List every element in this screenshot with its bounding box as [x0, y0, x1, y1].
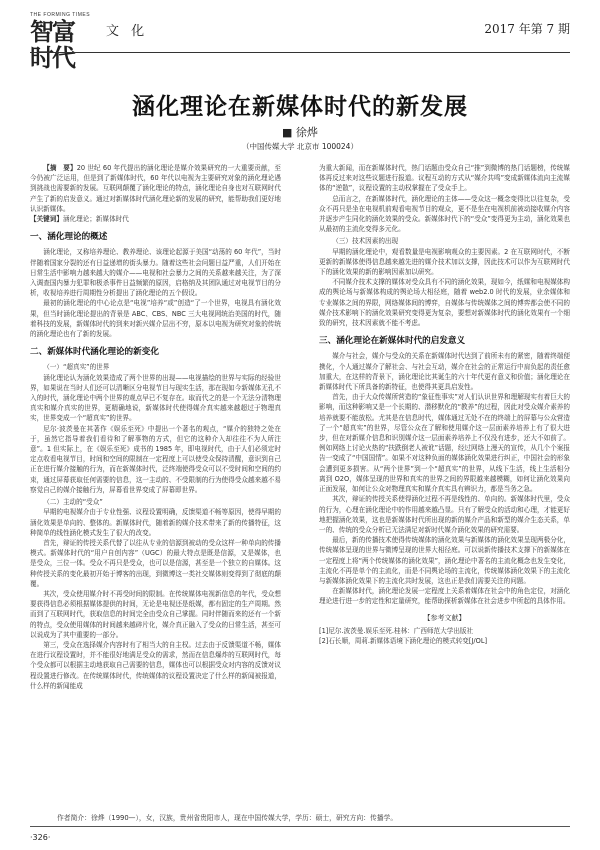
paragraph: 第三，受众在选择媒介内容时有了相当大的自主权。过去由于反馈渠道不畅，媒体在进行议程设置时，并不能很好地满足受众的需求，然而在信息爆炸的互联网时代，每个受众都可以根据主动地获取自己需要的信息，媒体也可以根据受众对内容的反馈对议程设置进行修改。在传统媒体时代，传统媒体的议程设置决定了什么样的新闻被报道，什么样的新闻能成	[30, 640, 281, 690]
subheading: （二）主动的“受众”	[43, 498, 103, 507]
subheading: （一）“超真实”的世界	[43, 363, 110, 372]
page-header	[30, 8, 570, 72]
author-affiliation: （中国传媒大学 北京市 100024）	[242, 142, 358, 151]
left-column	[30, 163, 281, 811]
article-title: 涵化理论在新媒体时代的新发展	[132, 94, 468, 120]
keywords-text: 涵化理论；新媒体时代	[62, 215, 129, 224]
paragraph: 在新媒体时代，涵化理论发展一定程度上关系着媒体在社会中的角色定位，对涵化理论进行进一步的定性和定量研究，能帮助探析新媒体在社会进步中所起的具体作用。	[319, 587, 570, 606]
abstract	[30, 163, 281, 214]
paragraph: 媒介与社会，媒介与受众的关系在新媒体时代达到了前所未有的紧密，随着终端便携化，个人通过媒介了解社会、与社会互动，媒介在社会的正常运行中肩负起的责任愈加重大，在这样的背景下，涵化理论比其诞生的六十年代更有意义和价值；涵化理论在新媒体时代下所具备的新特征，也使得其更具启发性。	[319, 352, 570, 392]
reference-item: [1]尼尔.波茨曼.娱乐至死.桂林：广西师范大学出版社	[319, 626, 474, 635]
footer-divider	[30, 826, 570, 827]
page-number: ·326·	[30, 833, 51, 842]
keywords	[30, 214, 281, 224]
section-heading-3: 三、涵化理论在新媒体时代的启发意义	[319, 336, 466, 347]
paragraph: 不同媒介技术支撑的媒体对受众具有不同的涵化效果，现如今，纸媒和电视媒体构成的舆论场与新媒体构成的舆论场大相径庭，随着 web2.0 时代的发展，业余媒体和专业媒体之间的界限，网络媒体间的博弈，自媒体与传统媒体之间的博弈都会使不同的媒介技术影响下的涵化效果研究变得更为复杂，要想对新媒体时代的涵化效果有一个细致的研究，技术因素就不能不考虑。	[319, 278, 570, 328]
paragraph: 早期的涵化理论中，观看数量是电视影响观众的主要因素。2 在互联网时代，不断更新的新媒体使得信息越来越先进的媒介技术加以支撑，因此技术可以作为互联网时代下的涵化效果的新的影响因素加以研究。	[319, 247, 570, 277]
references-list	[319, 626, 570, 646]
issue-label: 2017 年第 7 期	[484, 22, 570, 36]
author-footnote: 作者简介：徐烨（1990—），女，汉族，贵州省贵阳市人，现在中国传媒大学，学历：硕士，研究方向：传播学。	[57, 814, 398, 822]
references-title: 【参考文献】	[423, 613, 466, 622]
paragraph: 尼尔·波茨曼在其著作《娱乐至死》中提出一个著名的观点，“媒介的独特之处在于，虽然它指导着我们看待和了解事物的方式，但它的这种介入却往往不为人所注意”。1 但实际上，在《娱乐至死》成书的 1985 年，即电视时代，由于人们必须定时定点收看电视节目，时间和空间的限制在一定程度上可以使受众保持清醒，意识到自己正在进行媒介接触的行为，而在新媒体时代，泛终端使得受众可以不受时间和空间的约束，通过屏幕获取任何需要的信息，这一主动的、不受限制的行为使得受众越来越不易察觉自己的媒介接触行为，屏幕看世界变成了屏幕即世界。	[30, 424, 281, 494]
section-heading-1: 一、涵化理论的概述	[30, 232, 108, 243]
article-author: ■ 徐烨	[282, 126, 318, 139]
section-label: 文 化	[106, 24, 149, 39]
reference-item: [2]石长顺，周莉.新媒体语境下涵化理论的模式转变[J/OL]	[319, 636, 488, 645]
abstract-label: 【摘 要】	[43, 164, 77, 172]
paragraph: 涵化理论认为涵化效果造成了两个世界的出现——电视描绘的世界与实际的经验世界，如果说在当时人们还可以清晰区分电视节目与现实生活，那在现如今新媒体无孔不入的时代，涵化理论中两个世界的观点早已不复存在。取而代之的是一个无法分清物理真实和媒介真实的世界，更精确地说，新媒体时代使得媒介真实越来越超过于物理真实，世界变成一个“超真实”的世界。	[30, 373, 281, 423]
paragraph: 其次，受众使用媒介时不再受时间的限制。在传统媒体电视新信息的年代，受众想要获得信息必须根据媒体提供的时间，无论是电视还是纸媒，都有固定的生产周期。然而到了互联网时代，获取信息的时间完全由受众自己掌握。同时伴随而来的还有一个新的特点，受众使用媒体的时间越来越碎片化，媒介真正融入了受众的日常生活，甚至可以说成为了其中重要的一部分。	[30, 589, 281, 639]
paragraph: 首先，辩证的传授关系代替了以往从专业的信源到被动的受众这样一种单向的传播模式。新媒体时代的“用户自创内容”（UGC）的最大特点是既是信源，又是媒体，也是受众，三位一体。受众不再只是受众，也可以是信源，甚至是一个独立的自媒体。这种传授关系的变化最初开始于博客的出现，到微博这一类社交媒体则变得到了彻底的颠覆。	[30, 538, 281, 588]
paragraph: 为重大新闻，而在新媒体时代，热门话题由受众自己“推”到微博的热门话题榜，传统媒体再反过来对这些议题进行报道。议程互动的方式从“媒介共鸣”变成新媒体流向主流媒体的“逆散”，议程设置的主动权掌握在了受众手上。	[319, 164, 570, 193]
section-heading-2: 二、新媒体时代涵化理论的新变化	[30, 347, 159, 358]
paragraph: 最后，新的传播技术使得传统媒体的涵化效果与新媒体的涵化效果呈现两极分化，传统媒体呈现的世界与微博呈现的世界大相径庭。可以说新传播技术支撑下的新媒体在一定程度上将“两个传统媒体的涵化效果”，涵化理论中著名的主流化概念也发生变化，主流化不再是单个的主流化，而是不同舆论场的主流化，传统媒体涵化效果下的主流化与新媒体涵化效果下的主流化共时发展，这也正是我们需要关注的问题。	[319, 536, 570, 585]
paragraph: 早期的电视媒介由于专业性强、议程设置明确，反馈渠道不畅等原因，使得早期的涵化效果是单向的、整体的。新媒体时代，随着新的媒介技术带来了新的传播特征，这种简单的线性涵化模式发生了很大的改变。	[30, 508, 281, 537]
keywords-label: 【关键词】	[30, 215, 63, 224]
paragraph: 涵化理论，又称培养理论、教养理论、该理论起源于美国“动荡的 60 年代”，当时伴随着国家分裂的还有日益递增的街头暴力。随着这些社会问题日益严重，人们开始在日常生活中影响力越来越大的媒介——电视和社会暴力之间的关系越来越关注，为了深入调查国内暴力犯罪和极杀事件日益频繁的原因，启格纳及其团队通过对电视节目的分析，收视培养进行周期性分析提出了涵化理论的五个假设。	[30, 248, 281, 298]
logo-chinese-text: 智富时代	[30, 18, 74, 72]
subheading: （三）技术因素的出现	[332, 237, 399, 246]
paragraph: 其次，辩证的传授关系使得涵化过程不再是线性的、单向的。新媒体时代里，受众的行为，心理在涵化理论中的作用越来越凸显。只有了解受众的活动和心理，才能更好地把握涵化效果，这也是新媒体时代所出现的新的媒介产品和新型的媒介生态关系，单一的、传统的受众分析已无法满足对新时代媒介涵化效果的研究需要。	[319, 495, 570, 534]
paragraph: 总而言之，在新媒体时代，涵化理论的主体——受众这一概念变得比以往复杂，受众不再只是坐在电视机前观看电视节目的观众，更不是坐在电视机前被动接收媒介内容并逐步产生同化的涵化效果的受众。新媒体时代下的“受众”变得更为主动，涵化效果也从最初的主流化变得多元化。	[319, 194, 570, 234]
paragraph: 最初的涵化理论的中心论点是“电视”培养“或”创造“了一个世界，电视具有涵化效果，但当时涵化理论提出的背景是 ABC、CBS、NBC 三大电视网统治美国的时代，随着科技的发展，新媒体时代的到来对新兴媒介层出不穷，原本以电视为研究对象的传统的涵化理论也有了新的发展。	[30, 299, 281, 339]
logo-english-text: THE FORMING TIMES	[30, 12, 91, 18]
right-column	[319, 163, 570, 811]
abstract-text: 20 世纪 60 年代提出的涵化理论是媒介效果研究的一大重要贡献，至今仍被广泛运用，但是到了新媒体时代，60 年代以电视为主要研究对象的涵化理论遇到挑战也需要新的发展。互联网颠覆了涵化理论的特点，涵化理论自身也对互联网时代产生了新的启发意义。通过对新媒体时代涵化理论新的发展的研究，能帮助我们更好地认识新媒体。	[30, 164, 281, 213]
paragraph: 首先，由于大众传媒所营造的“象征性事实”对人们认识世界和理解现实有着巨大的影响，而这种影响又是一个长期的、潜移默化的“教养”的过程，因此对受众媒介素养的培养就要不能放松。尤其是在信息时代，媒体通过无处不在的终端上的屏幕与公众营造了一个“超真实”的世界，尽管公众在了解和使用媒介这一层面素养培养上有了很大进步，但在对新媒介信息和识别媒介这一层面素养培养上不仅没有进步，还大不如前了。例如网络上讨论火热的“扶跌倒老人被讹”话题，经过网络上漫天的宣传，从几个个案报告一变成了“中国国情”。如果不对这种负面的媒体涵化效果进行纠正，中国社会的形象会遭到更多损害。从“两个世界”到一个“超真实”的世界，从线下生活，线上生活相分离到 O2O，媒体呈现的世界和真实的世界之间的界限越来越模糊，如何让涵化效果向正面发展，如何让公众对物理真实和媒介真实具有辨识力，都是当务之急。	[319, 393, 570, 494]
magazine-logo	[30, 12, 94, 72]
header-divider	[30, 52, 570, 53]
